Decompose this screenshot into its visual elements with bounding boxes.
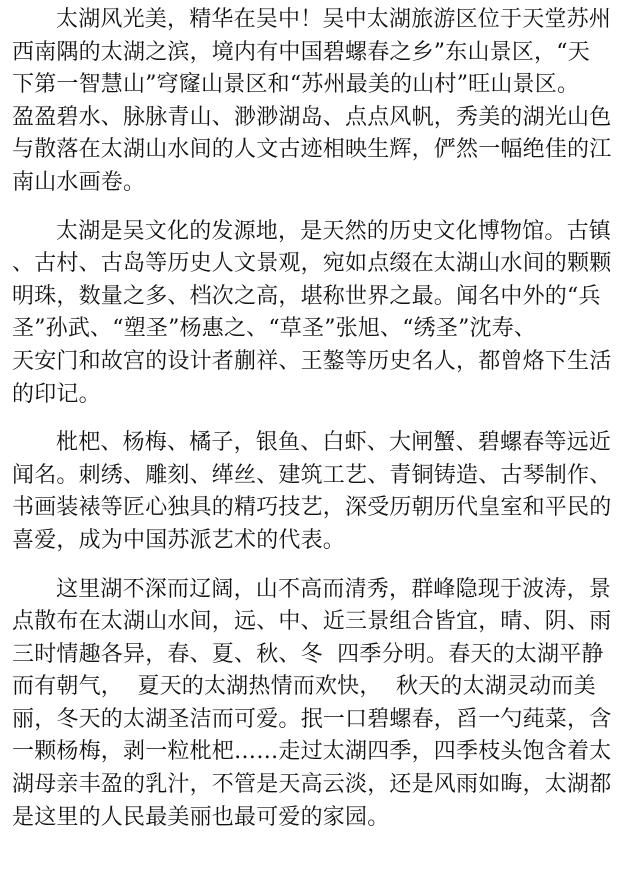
paragraph-3	[12, 427, 632, 557]
paragraph-line: 的印记。	[12, 381, 101, 407]
paragraph-line: 是这里的人民最美丽也最可爱的家园。	[12, 804, 390, 830]
paragraph-line: 、古村、古岛等历史人文景观，宛如点缀在太湖山水间的颗颗	[12, 251, 612, 277]
paragraph-line: 湖母亲丰盈的乳汁，不管是天高云淡，还是风雨如晦，太湖都	[12, 772, 612, 798]
paragraph-line: 圣”孙武、“塑圣”杨惠之、“草圣”张旭、“绣圣”沈寿、	[12, 316, 537, 342]
paragraph-line: 下第一智慧山”穹窿山景区和“苏州最美的山村”旺山景区。	[12, 72, 580, 98]
paragraph-line: 与散落在太湖山水间的人文古迹相映生辉，俨然一幅绝佳的江	[12, 137, 612, 163]
paragraph-line: 天安门和故宫的设计者蒯祥、王鏊等历史名人，都曾烙下生活	[12, 348, 612, 374]
paragraph-line: 枇杷、杨梅、橘子，银鱼、白虾、大闸蟹、碧螺春等远近	[56, 430, 612, 456]
paragraph-line: 而有朝气， 夏天的太湖热情而欢快， 秋天的太湖灵动而美	[12, 674, 596, 700]
paragraph-4	[12, 574, 632, 835]
paragraph-line: 书画装裱等匠心独具的精巧技艺，深受历朝历代皇室和平民的	[12, 495, 612, 521]
paragraph-2	[12, 216, 632, 412]
paragraph-line: 盈盈碧水、脉脉青山、渺渺湖岛、点点风帆，秀美的湖光山色	[12, 104, 612, 130]
paragraph-line: 西南隅的太湖之滨，境内有中国碧螺春之乡”东山景区，“天	[12, 39, 590, 65]
paragraph-line: 一颗杨梅，剥一粒枇杷……走过太湖四季，四季枝头饱含着太	[12, 739, 612, 765]
paragraph-line: 南山水画卷。	[12, 169, 146, 195]
paragraph-line: 喜爱，成为中国苏派艺术的代表。	[12, 527, 346, 553]
paragraph-line: 太湖是吴文化的发源地，是天然的历史文化博物馆。古镇	[56, 218, 612, 244]
paragraph-1	[12, 4, 632, 200]
paragraph-line: 这里湖不深而辽阔，山不高而清秀，群峰隐现于波涛，景	[56, 576, 612, 602]
paragraph-line: 闻名。刺绣、雕刻、缂丝、建筑工艺、青铜铸造、古琴制作、	[12, 462, 612, 488]
document-body	[12, 4, 632, 850]
paragraph-line: 太湖风光美，精华在吴中！吴中太湖旅游区位于天堂苏州	[56, 7, 612, 32]
paragraph-line: 明珠，数量之多、档次之高，堪称世界之最。闻名中外的“兵	[12, 283, 601, 309]
paragraph-line: 点散布在太湖山水间，远、中、近三景组合皆宜，晴、阴、雨	[12, 609, 612, 635]
paragraph-line: 丽，冬天的太湖圣洁而可爱。抿一口碧螺春，舀一勺莼菜，含	[12, 706, 612, 732]
paragraph-line: 三时情趣各异，春、夏、秋、冬 四季分明。春天的太湖平静	[12, 641, 604, 667]
